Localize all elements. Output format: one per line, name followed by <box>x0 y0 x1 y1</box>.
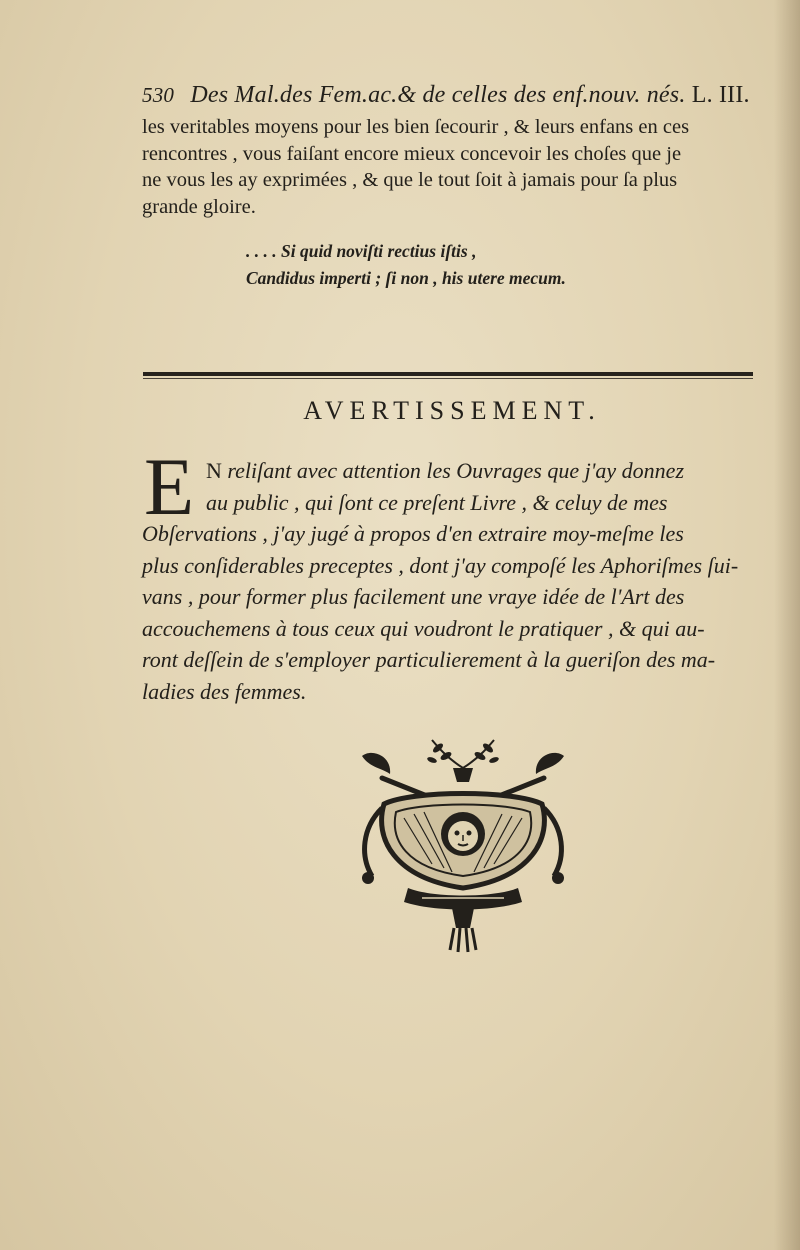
verse-line: . . . . Si quid noviſti rectius iſtis , <box>246 241 477 261</box>
running-head-title: Des Mal.des Fem.ac.& de celles des enf.nouv. nés. <box>190 82 686 108</box>
text-line: ladies des femmes. <box>142 678 307 704</box>
latin-verse-quotation <box>246 238 566 292</box>
text-line: grande gloire. <box>142 195 256 218</box>
text-line: au public , qui ſont ce preſent Livre , & celuy de mes <box>206 489 668 515</box>
text-line: plus conſiderables preceptes , dont j'ay compoſé les Aphoriſmes ſui- <box>142 552 739 578</box>
verse-line: Candidus imperti ; ſi non , his utere mecum. <box>246 268 566 288</box>
section-rule-thick <box>143 372 753 376</box>
running-head-book: L. III. <box>691 82 750 108</box>
first-word-rest: N <box>206 458 222 483</box>
section-heading: AVERTISSEMENT. <box>303 396 601 425</box>
text-line: ront deſſein de s'employer particulierement à la gueriſon des ma- <box>142 647 716 672</box>
text-line: rencontres , vous faiſant encore mieux concevoir les choſes que je <box>142 142 682 165</box>
text-line: vans , pour former plus facilement une vraye idée de l'Art des <box>142 584 685 609</box>
text-line-rest: reliſant avec attention les Ouvrages que j'ay donnez <box>227 458 685 483</box>
text-line: les veritables moyens pour les bien ſecourir , & leurs enfans en ces <box>142 116 690 138</box>
page-number: 530 <box>142 83 175 107</box>
section-rule-thin <box>143 378 753 379</box>
text-line: ne vous les ay exprimées , & que le tout ſoit à jamais pour ſa plus <box>142 169 678 191</box>
text-line: Obſervations , j'ay jugé à propos d'en extraire moy-meſme les <box>142 521 684 546</box>
drop-cap: E <box>144 441 195 532</box>
section-body <box>142 455 772 707</box>
text-line: accouchemens à tous ceux qui voudront le pratiquer , & qui au- <box>142 615 705 641</box>
medusa-cartouche-tailpiece-icon <box>352 738 574 956</box>
text-line <box>142 455 772 487</box>
page-gutter-shadow <box>774 0 800 1250</box>
top-paragraph <box>142 114 762 220</box>
running-head <box>142 82 762 109</box>
